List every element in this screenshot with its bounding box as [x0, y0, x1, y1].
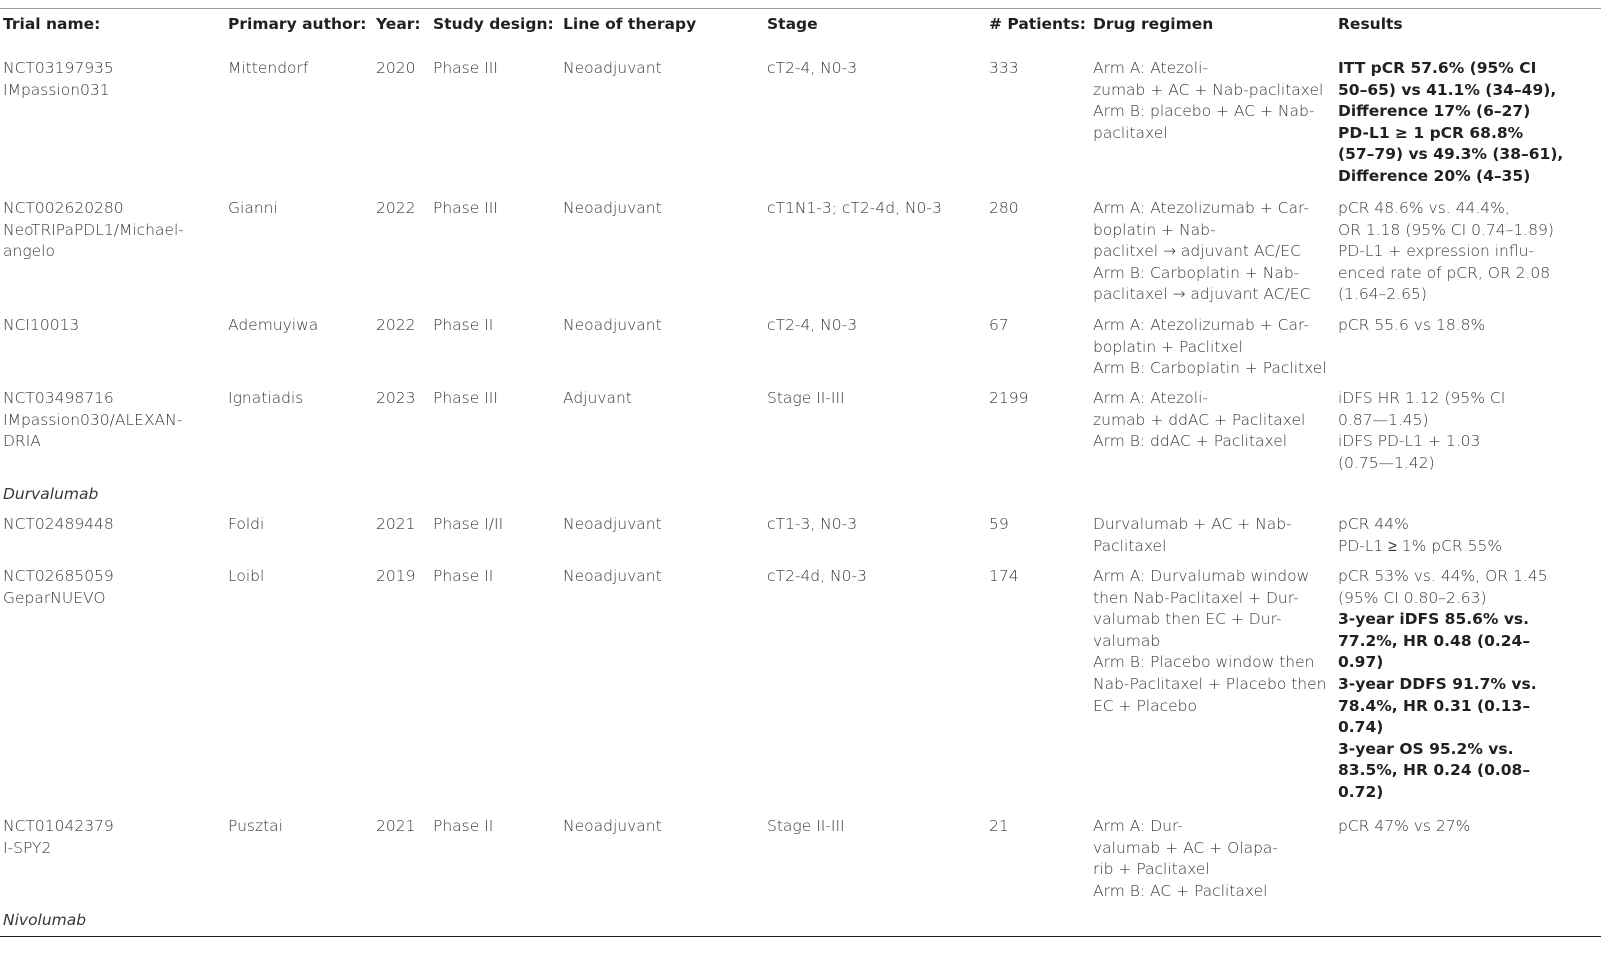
- results-cell-line: ITT pCR 57.6% (95% CI: [1338, 59, 1537, 77]
- primary-author-cell: Mittendorf: [228, 59, 309, 77]
- results-cell-line: PD-L1 + expression influ-: [1338, 242, 1535, 261]
- stage-cell: Stage II-III: [767, 817, 845, 835]
- drug-regimen-cell: [1093, 315, 1327, 380]
- year-cell: 2022: [376, 316, 416, 334]
- drug-regimen-cell-line: Paclitaxel: [1093, 536, 1167, 555]
- results-cell-line: 0.74): [1338, 718, 1384, 737]
- drug-regimen-cell: [1093, 816, 1278, 902]
- drug-regimen-cell-line: zumab + AC + Nab-paclitaxel: [1093, 80, 1324, 99]
- stage-cell: cT2-4, N0-3: [767, 316, 858, 334]
- trial-name-cell: [3, 816, 114, 859]
- trial-name-cell: [3, 388, 182, 453]
- results-cell-line: PD-L1 ≥ 1% pCR 55%: [1338, 536, 1503, 555]
- results-cell-line: iDFS HR 1.12 (95% CI: [1338, 389, 1506, 407]
- drug-regimen-cell-line: Arm B: Carboplatin + Paclitxel: [1093, 359, 1327, 378]
- results-cell-line: 3-year iDFS 85.6% vs.: [1338, 610, 1530, 629]
- header-drug-regimen: Drug regimen: [1093, 15, 1214, 33]
- trial-name-cell-line: NCT03197935: [3, 59, 114, 77]
- results-cell-line: iDFS PD-L1 + 1.03: [1338, 432, 1481, 451]
- results-cell-line: 3-year OS 95.2% vs.: [1338, 739, 1514, 758]
- results-cell-line: Difference 20% (4–35): [1338, 166, 1531, 185]
- year-cell: 2021: [376, 817, 416, 835]
- year-cell: 2021: [376, 515, 416, 533]
- trial-name-cell: [3, 198, 184, 263]
- results-cell-line: 0.87—1.45): [1338, 410, 1429, 429]
- drug-regimen-cell-line: Arm B: Placebo window then: [1093, 653, 1315, 672]
- drug-regimen-cell-line: Nab-Paclitaxel + Placebo then: [1093, 674, 1327, 693]
- trial-name-cell-line: NCT002620280: [3, 199, 124, 217]
- drug-regimen-cell-line: Arm A: Durvalumab window: [1093, 567, 1310, 585]
- results-cell-line: 83.5%, HR 0.24 (0.08–: [1338, 761, 1531, 780]
- trial-name-cell-line: NCI10013: [3, 316, 80, 334]
- results-cell-line: enced rate of pCR, OR 2.08: [1338, 263, 1551, 282]
- table-bottom-rule: [0, 936, 1601, 937]
- trial-name-cell: [3, 58, 114, 101]
- drug-regimen-cell-line: valumab: [1093, 631, 1161, 650]
- drug-regimen-cell-line: Arm A: Atezoli-: [1093, 389, 1208, 407]
- results-cell-line: (95% CI 0.80–2.63): [1338, 588, 1487, 607]
- stage-cell: cT2-4, N0-3: [767, 59, 858, 77]
- results-cell: [1338, 315, 1485, 337]
- section-label-durvalumab: Durvalumab: [3, 485, 99, 503]
- primary-author-cell: Pusztai: [228, 817, 283, 835]
- drug-regimen-cell-line: boplatin + Paclitxel: [1093, 337, 1243, 356]
- line-of-therapy-cell: Neoadjuvant: [563, 515, 662, 533]
- header-trial-name: Trial name:: [3, 15, 101, 33]
- header-year: Year:: [376, 15, 421, 33]
- table-top-rule: [0, 8, 1601, 9]
- results-cell-line: pCR 47% vs 27%: [1338, 817, 1471, 835]
- trial-name-cell: [3, 315, 79, 337]
- results-cell-line: (57–79) vs 49.3% (38–61),: [1338, 145, 1564, 164]
- trial-name-cell-line: NCT03498716: [3, 389, 114, 407]
- patients-cell: 2199: [989, 389, 1029, 407]
- results-cell-line: pCR 48.6% vs. 44.4%,: [1338, 199, 1510, 217]
- trial-name-cell-line: NCT02685059: [3, 567, 114, 585]
- drug-regimen-cell-line: Arm B: ddAC + Paclitaxel: [1093, 432, 1288, 451]
- study-design-cell: Phase II: [433, 316, 494, 334]
- trial-name-cell-line: IMpassion031: [3, 80, 110, 99]
- results-cell-line: 78.4%, HR 0.31 (0.13–: [1338, 696, 1531, 715]
- line-of-therapy-cell: Adjuvant: [563, 389, 632, 407]
- primary-author-cell: Gianni: [228, 199, 278, 217]
- drug-regimen-cell-line: paclitaxel: [1093, 123, 1168, 142]
- stage-cell: cT1N1-3; cT2-4d, N0-3: [767, 199, 942, 217]
- drug-regimen-cell-line: Arm B: Carboplatin + Nab-: [1093, 263, 1300, 282]
- results-cell: [1338, 514, 1502, 557]
- stage-cell: cT2-4d, N0-3: [767, 567, 867, 585]
- primary-author-cell: Ignatiadis: [228, 389, 304, 407]
- results-cell: [1338, 58, 1563, 188]
- drug-regimen-cell-line: valumab + AC + Olapa-: [1093, 838, 1279, 857]
- year-cell: 2023: [376, 389, 416, 407]
- results-cell-line: 0.97): [1338, 653, 1384, 672]
- results-cell-line: 0.72): [1338, 782, 1384, 801]
- header-primary-author: Primary author:: [228, 15, 367, 33]
- line-of-therapy-cell: Neoadjuvant: [563, 199, 662, 217]
- results-cell-line: pCR 55.6 vs 18.8%: [1338, 316, 1486, 334]
- results-cell-line: 77.2%, HR 0.48 (0.24–: [1338, 631, 1531, 650]
- drug-regimen-cell-line: Arm A: Atezoli-: [1093, 59, 1208, 77]
- results-cell-line: (0.75—1.42): [1338, 453, 1435, 472]
- line-of-therapy-cell: Neoadjuvant: [563, 817, 662, 835]
- study-design-cell: Phase III: [433, 59, 498, 77]
- study-design-cell: Phase II: [433, 567, 494, 585]
- header-line-of-therapy: Line of therapy: [563, 15, 697, 33]
- results-cell: [1338, 198, 1554, 306]
- drug-regimen-cell-line: Arm A: Atezolizumab + Car-: [1093, 199, 1309, 217]
- drug-regimen-cell-line: rib + Paclitaxel: [1093, 860, 1210, 879]
- trial-name-cell-line: IMpassion030/ALEXAN-: [3, 410, 183, 429]
- drug-regimen-cell-line: Arm A: Dur-: [1093, 817, 1183, 835]
- drug-regimen-cell: [1093, 566, 1326, 717]
- drug-regimen-cell-line: Arm A: Atezolizumab + Car-: [1093, 316, 1309, 334]
- results-cell-line: (1.64–2.65): [1338, 285, 1427, 304]
- patients-cell: 174: [989, 567, 1019, 585]
- trial-name-cell-line: angelo: [3, 242, 55, 261]
- trial-name-cell-line: NCT01042379: [3, 817, 114, 835]
- primary-author-cell: Ademuyiwa: [228, 316, 319, 334]
- results-cell: [1338, 816, 1470, 838]
- section-label-nivolumab: Nivolumab: [3, 911, 87, 929]
- trial-name-cell: [3, 514, 114, 536]
- stage-cell: Stage II-III: [767, 389, 845, 407]
- results-cell: [1338, 566, 1548, 804]
- primary-author-cell: Loibl: [228, 567, 265, 585]
- drug-regimen-cell-line: paclitxel → adjuvant AC/EC: [1093, 242, 1301, 261]
- patients-cell: 59: [989, 515, 1009, 533]
- results-cell-line: OR 1.18 (95% CI 0.74–1.89): [1338, 220, 1554, 239]
- results-cell-line: Difference 17% (6–27): [1338, 102, 1531, 121]
- results-cell-line: 50–65) vs 41.1% (34–49),: [1338, 80, 1557, 99]
- trial-name-cell: [3, 566, 114, 609]
- patients-cell: 67: [989, 316, 1009, 334]
- drug-regimen-cell: [1093, 514, 1292, 557]
- trial-name-cell-line: I-SPY2: [3, 838, 52, 857]
- trial-name-cell-line: DRIA: [3, 432, 41, 451]
- drug-regimen-cell-line: valumab then EC + Dur-: [1093, 610, 1282, 629]
- trial-name-cell-line: NCT02489448: [3, 515, 114, 533]
- drug-regimen-cell: [1093, 58, 1323, 144]
- year-cell: 2019: [376, 567, 416, 585]
- results-cell-line: 3-year DDFS 91.7% vs.: [1338, 674, 1537, 693]
- year-cell: 2020: [376, 59, 416, 77]
- header-stage: Stage: [767, 15, 818, 33]
- results-cell-line: PD-L1 ≥ 1 pCR 68.8%: [1338, 123, 1524, 142]
- header-patients: # Patients:: [989, 15, 1086, 33]
- patients-cell: 333: [989, 59, 1019, 77]
- line-of-therapy-cell: Neoadjuvant: [563, 567, 662, 585]
- drug-regimen-cell-line: Durvalumab + AC + Nab-: [1093, 515, 1292, 533]
- stage-cell: cT1-3, N0-3: [767, 515, 858, 533]
- drug-regimen-cell: [1093, 388, 1305, 453]
- results-cell: [1338, 388, 1505, 474]
- drug-regimen-cell-line: Arm B: placebo + AC + Nab-: [1093, 102, 1315, 121]
- trial-name-cell-line: GeparNUEVO: [3, 588, 106, 607]
- results-cell-line: pCR 53% vs. 44%, OR 1.45: [1338, 567, 1548, 585]
- results-cell-line: pCR 44%: [1338, 515, 1409, 533]
- year-cell: 2022: [376, 199, 416, 217]
- header-study-design: Study design:: [433, 15, 554, 33]
- drug-regimen-cell-line: boplatin + Nab-: [1093, 220, 1216, 239]
- primary-author-cell: Foldi: [228, 515, 265, 533]
- trial-name-cell-line: NeoTRIPaPDL1/Michael-: [3, 220, 184, 239]
- patients-cell: 21: [989, 817, 1009, 835]
- line-of-therapy-cell: Neoadjuvant: [563, 316, 662, 334]
- drug-regimen-cell-line: Arm B: AC + Paclitaxel: [1093, 881, 1268, 900]
- study-design-cell: Phase I/II: [433, 515, 504, 533]
- study-design-cell: Phase III: [433, 199, 498, 217]
- drug-regimen-cell-line: EC + Placebo: [1093, 696, 1197, 715]
- line-of-therapy-cell: Neoadjuvant: [563, 59, 662, 77]
- drug-regimen-cell: [1093, 198, 1310, 306]
- header-results: Results: [1338, 15, 1403, 33]
- drug-regimen-cell-line: zumab + ddAC + Paclitaxel: [1093, 410, 1306, 429]
- study-design-cell: Phase III: [433, 389, 498, 407]
- patients-cell: 280: [989, 199, 1019, 217]
- study-design-cell: Phase II: [433, 817, 494, 835]
- drug-regimen-cell-line: paclitaxel → adjuvant AC/EC: [1093, 285, 1311, 304]
- drug-regimen-cell-line: then Nab-Paclitaxel + Dur-: [1093, 588, 1299, 607]
